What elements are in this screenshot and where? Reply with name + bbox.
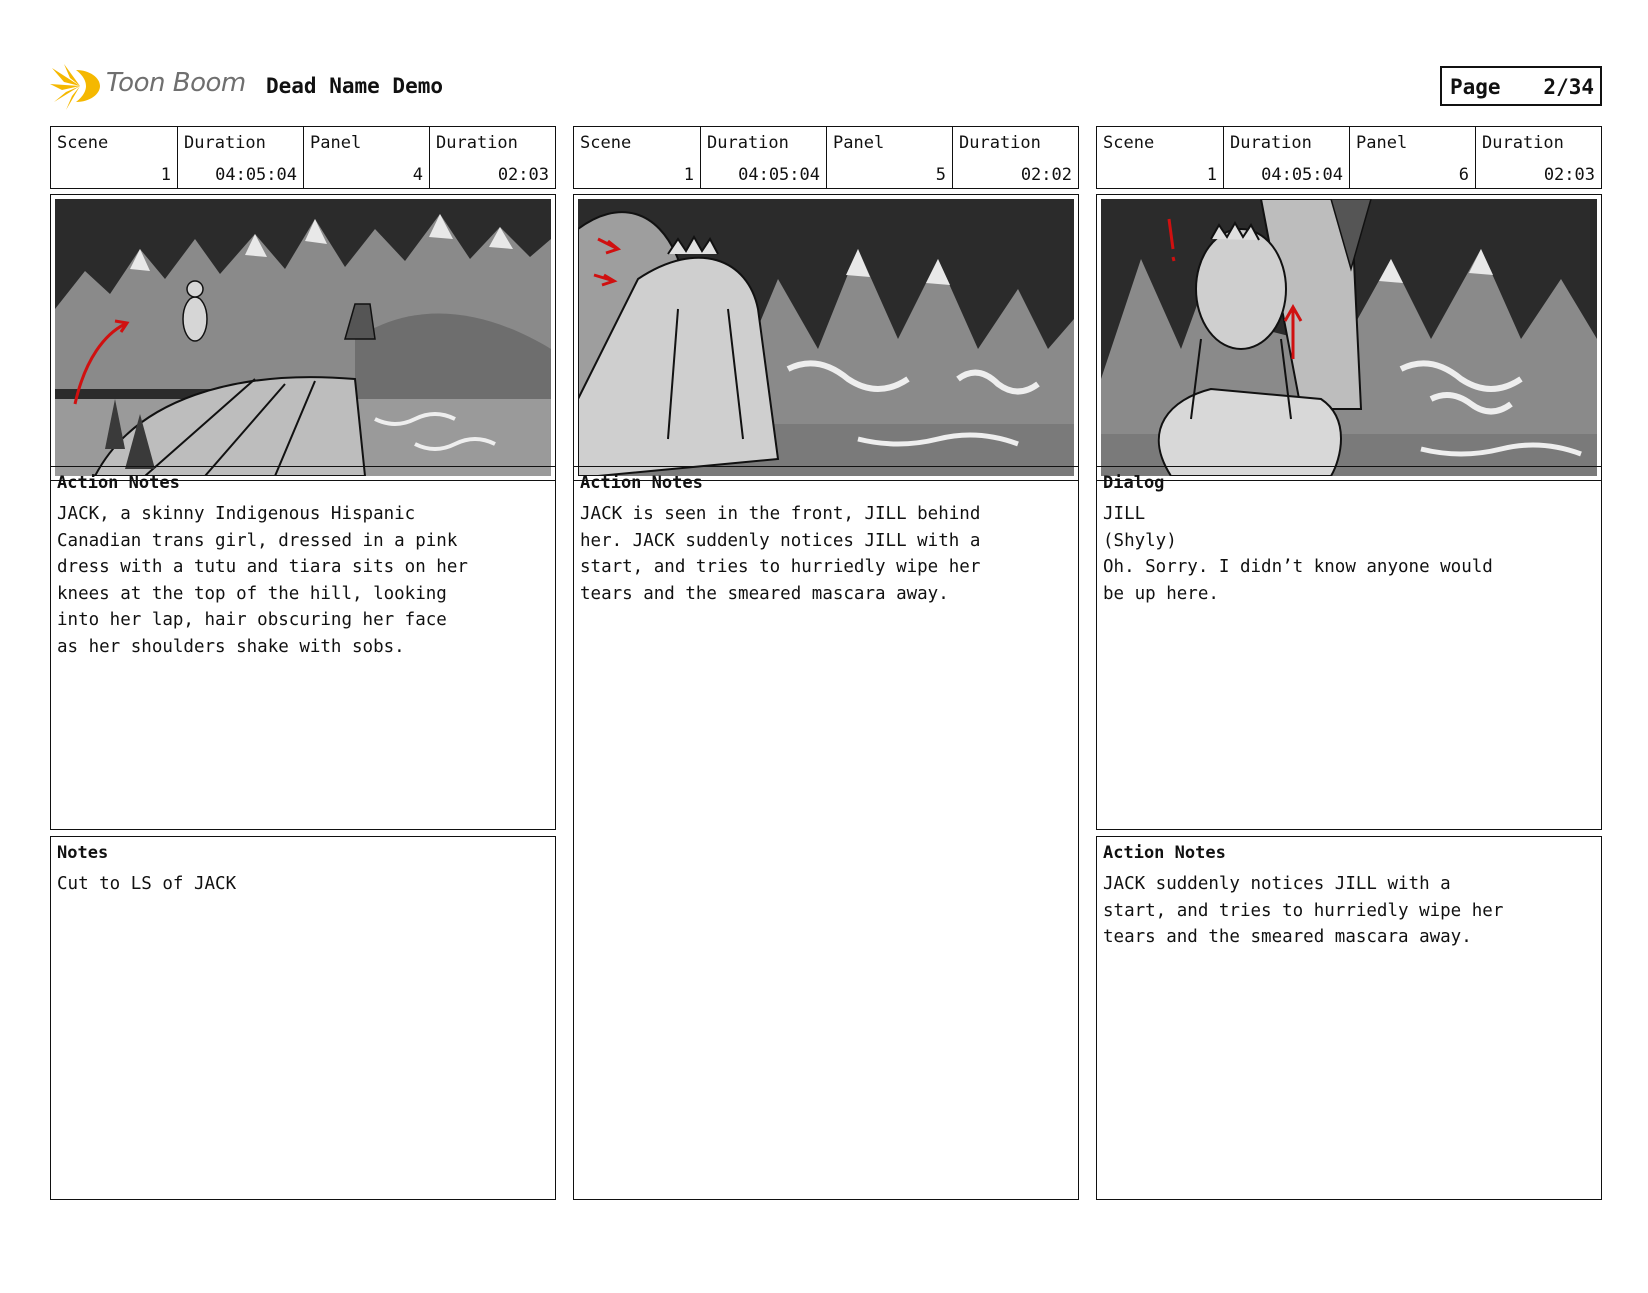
- storyboard-sketch-image: [578, 199, 1074, 476]
- panel-frame-4[interactable]: [50, 194, 556, 481]
- scene-duration-cell: [701, 127, 827, 188]
- scene-duration-cell: [178, 127, 304, 188]
- storyboard-sketch-image: [55, 199, 551, 476]
- panel-duration-cell: [1476, 127, 1601, 188]
- scene-cell: [1097, 127, 1224, 188]
- storyboard-header: [50, 56, 1602, 116]
- box-text: JACK suddenly notices JILL with a start, and tries to hurriedly wipe her tears and the smeared mascara away.: [1103, 874, 1504, 947]
- action-notes-box: [50, 466, 556, 830]
- panel-cell: [304, 127, 430, 188]
- duration-label: Duration: [184, 133, 266, 153]
- duration-label: Duration: [1482, 133, 1564, 153]
- scene-label: Scene: [1103, 133, 1155, 153]
- notes-box: [50, 836, 556, 1200]
- panel-duration: 02:02: [1020, 165, 1072, 185]
- panel-label: Panel: [833, 133, 885, 153]
- panel-duration-cell: [953, 127, 1078, 188]
- panel-column-1: [50, 126, 556, 894]
- duration-label: Duration: [1230, 133, 1312, 153]
- scene-duration: 04:05:04: [738, 165, 820, 185]
- page-number: 2/34: [1543, 75, 1594, 99]
- page-indicator: [1440, 66, 1602, 106]
- brand-name: Toon Boom: [106, 68, 246, 98]
- scene-number: 1: [1206, 165, 1217, 185]
- box-title: Notes: [57, 843, 109, 863]
- panel-number: 6: [1458, 165, 1469, 185]
- box-text: JILL (Shyly) Oh. Sorry. I didn’t know anyone would be up here.: [1103, 504, 1493, 604]
- panel-frame-6[interactable]: [1096, 194, 1602, 481]
- scene-label: Scene: [580, 133, 632, 153]
- panel-frame-5[interactable]: [573, 194, 1079, 481]
- scene-duration: 04:05:04: [215, 165, 297, 185]
- document-title: Dead Name Demo: [266, 74, 444, 98]
- box-text: JACK, a skinny Indigenous Hispanic Canadian trans girl, dressed in a pink dress with a tutu and tiara sits on her knees at the top of the hill, looking into her lap, hair obscuring her face as her shoulders shake with sobs.: [57, 504, 468, 657]
- panel-cell: [827, 127, 953, 188]
- scene-cell: [51, 127, 178, 188]
- panel-info-bar: [50, 126, 556, 189]
- panel-label: Panel: [310, 133, 362, 153]
- page-label: Page: [1450, 75, 1501, 99]
- scene-number: 1: [683, 165, 694, 185]
- box-text: JACK is seen in the front, JILL behind her. JACK suddenly notices JILL with a start, and tries to hurriedly wipe her tears and the smeared mascara away.: [580, 504, 981, 604]
- box-text: Cut to LS of JACK: [57, 874, 237, 894]
- scene-label: Scene: [57, 133, 109, 153]
- action-notes-box: [1096, 836, 1602, 1200]
- scene-duration-cell: [1224, 127, 1350, 188]
- duration-label: Duration: [436, 133, 518, 153]
- panel-info-bar: [573, 126, 1079, 189]
- box-title: Action Notes: [57, 473, 180, 493]
- panel-column-2: [573, 126, 1079, 604]
- duration-label: Duration: [707, 133, 789, 153]
- toon-boom-logo-icon: [50, 60, 102, 112]
- box-title: Action Notes: [1103, 843, 1226, 863]
- panel-duration-cell: [430, 127, 555, 188]
- action-notes-box: [573, 466, 1079, 1200]
- storyboard-sketch-image: [1101, 199, 1597, 476]
- panel-cell: [1350, 127, 1476, 188]
- scene-duration: 04:05:04: [1261, 165, 1343, 185]
- panel-duration: 02:03: [497, 165, 549, 185]
- panel-duration: 02:03: [1543, 165, 1595, 185]
- panel-number: 4: [412, 165, 423, 185]
- duration-label: Duration: [959, 133, 1041, 153]
- panel-info-bar: [1096, 126, 1602, 189]
- panel-label: Panel: [1356, 133, 1408, 153]
- panel-number: 5: [935, 165, 946, 185]
- box-title: Action Notes: [580, 473, 703, 493]
- scene-cell: [574, 127, 701, 188]
- scene-number: 1: [160, 165, 171, 185]
- box-title: Dialog: [1103, 473, 1165, 493]
- dialog-box: [1096, 466, 1602, 830]
- panel-column-3: [1096, 126, 1602, 947]
